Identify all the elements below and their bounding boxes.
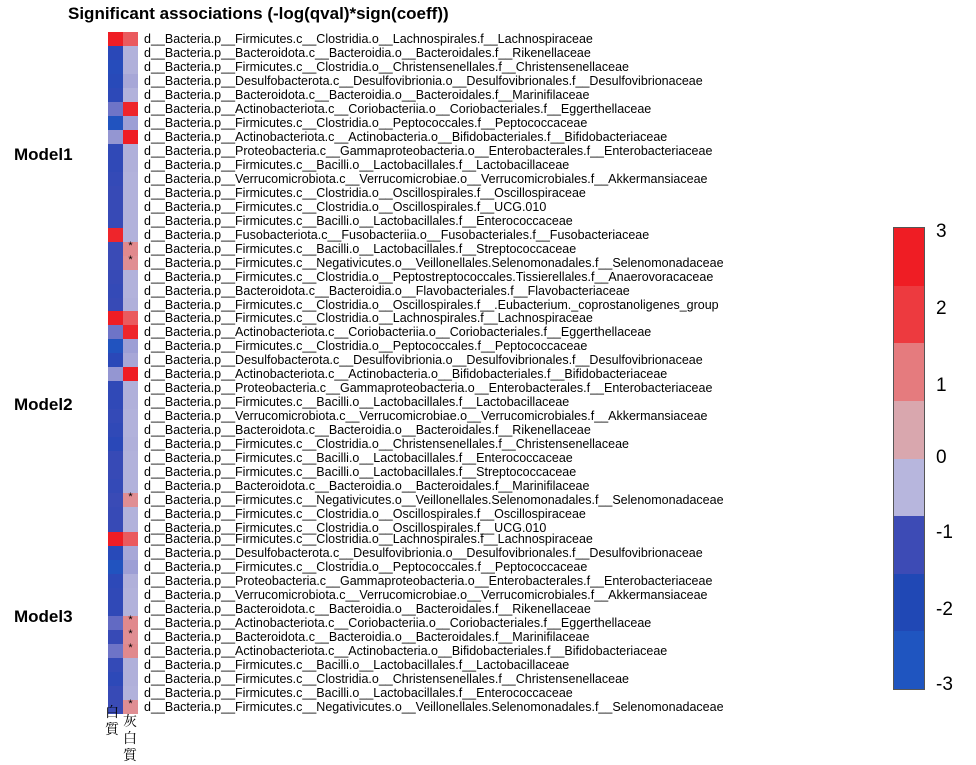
heatmap-row-label: d__Bacteria.p__Firmicutes.c__Clostridia.o__Oscillospirales.f__.Eubacterium._coprostanoligenes_group — [144, 298, 719, 312]
heatmap-row — [108, 298, 724, 312]
heatmap-row-label: d__Bacteria.p__Bacteroidota.c__Bacteroidia.o__Bacteroidales.f__Marinifilaceae — [144, 630, 590, 644]
heatmap-cell — [108, 367, 123, 381]
row-group-label-model3: Model3 — [14, 607, 73, 626]
heatmap-cell — [108, 144, 123, 158]
heatmap-cell — [123, 46, 138, 60]
heatmap-cell — [108, 325, 123, 339]
colorbar — [893, 227, 925, 690]
heatmap-row — [108, 284, 724, 298]
heatmap-row — [108, 686, 724, 700]
heatmap-row — [108, 630, 724, 644]
heatmap-cell — [123, 465, 138, 479]
heatmap-row-label: d__Bacteria.p__Firmicutes.c__Bacilli.o__Lactobacillales.f__Streptococcaceae — [144, 242, 577, 256]
heatmap-row — [108, 46, 724, 60]
heatmap-row — [108, 339, 724, 353]
heatmap-cell — [108, 602, 123, 616]
heatmap-row-label: d__Bacteria.p__Firmicutes.c__Clostridia.o__Peptococcales.f__Peptococcaceae — [144, 560, 588, 574]
heatmap-cell — [123, 270, 138, 284]
colorbar-tick-label: -1 — [936, 522, 953, 543]
heatmap-row-label: d__Bacteria.p__Firmicutes.c__Clostridia.o__Oscillospirales.f__Oscillospiraceae — [144, 507, 586, 521]
heatmap-cell — [108, 116, 123, 130]
heatmap-row-label: d__Bacteria.p__Bacteroidota.c__Bacteroidia.o__Bacteroidales.f__Rikenellaceae — [144, 602, 591, 616]
heatmap-cell — [123, 256, 138, 270]
heatmap-row — [108, 465, 724, 479]
heatmap-cell — [108, 493, 123, 507]
heatmap-cell — [108, 60, 123, 74]
heatmap-cell — [108, 465, 123, 479]
heatmap-cell — [108, 88, 123, 102]
heatmap-row — [108, 144, 724, 158]
colorbar-band — [894, 516, 924, 574]
heatmap-cell — [123, 546, 138, 560]
heatmap-cell — [123, 451, 138, 465]
colorbar-tick-label: -2 — [936, 599, 953, 620]
heatmap-row — [108, 270, 724, 284]
heatmap-row — [108, 658, 724, 672]
heatmap-row-label: d__Bacteria.p__Firmicutes.c__Clostridia.o__Christensenellales.f__Christensenellaceae — [144, 60, 629, 74]
heatmap-row-label: d__Bacteria.p__Proteobacteria.c__Gammaproteobacteria.o__Enterobacterales.f__Enterobacteriaceae — [144, 144, 713, 158]
heatmap-cell — [108, 479, 123, 493]
heatmap-row-label: d__Bacteria.p__Firmicutes.c__Negativicutes.o__Veillonellales.Selenomonadales.f__Selenomonadaceae — [144, 256, 724, 270]
heatmap-block-model3 — [108, 532, 724, 714]
heatmap-cell — [108, 395, 123, 409]
heatmap-row — [108, 532, 724, 546]
heatmap-cell — [108, 353, 123, 367]
heatmap-cell — [123, 437, 138, 451]
heatmap-row — [108, 423, 724, 437]
heatmap-row — [108, 700, 724, 714]
heatmap-cell — [108, 672, 123, 686]
heatmap-row — [108, 325, 724, 339]
heatmap-row-label: d__Bacteria.p__Fusobacteriota.c__Fusobacteriia.o__Fusobacteriales.f__Fusobacteriaceae — [144, 228, 650, 242]
heatmap-row-label: d__Bacteria.p__Firmicutes.c__Bacilli.o__Lactobacillales.f__Lactobacillaceae — [144, 395, 570, 409]
heatmap-row-label: d__Bacteria.p__Firmicutes.c__Clostridia.o__Lachnospirales.f__Lachnospiraceae — [144, 311, 593, 325]
heatmap-cell — [123, 158, 138, 172]
heatmap-cell — [123, 298, 138, 312]
colorbar-tick-label: 0 — [936, 447, 947, 468]
colorbar-band — [894, 401, 924, 459]
colorbar-band — [894, 574, 924, 632]
colorbar-band — [894, 459, 924, 517]
heatmap-cell — [123, 507, 138, 521]
column-label-gray-matter: 灰白質 — [123, 714, 137, 764]
heatmap-cell — [123, 172, 138, 186]
heatmap-cell — [123, 214, 138, 228]
heatmap-cell — [108, 228, 123, 242]
colorbar-tick-label: -3 — [936, 674, 953, 695]
heatmap-row — [108, 381, 724, 395]
heatmap-row — [108, 102, 724, 116]
heatmap-cell — [123, 381, 138, 395]
heatmap-cell — [123, 60, 138, 74]
heatmap-cell — [108, 298, 123, 312]
heatmap-cell — [108, 423, 123, 437]
heatmap-cell — [108, 507, 123, 521]
heatmap-cell — [123, 88, 138, 102]
heatmap-row — [108, 158, 724, 172]
heatmap-row-label: d__Bacteria.p__Firmicutes.c__Bacilli.o__Lactobacillales.f__Enterococcaceae — [144, 451, 573, 465]
heatmap-cell — [108, 311, 123, 325]
heatmap-row-label: d__Bacteria.p__Proteobacteria.c__Gammaproteobacteria.o__Enterobacterales.f__Enterobacteriaceae — [144, 574, 713, 588]
heatmap-row — [108, 546, 724, 560]
heatmap-cell — [108, 409, 123, 423]
heatmap-cell — [108, 339, 123, 353]
heatmap-block-model1 — [108, 32, 724, 312]
heatmap-cell — [108, 532, 123, 546]
heatmap-row — [108, 353, 724, 367]
heatmap-row — [108, 200, 724, 214]
heatmap-cell — [123, 74, 138, 88]
heatmap-row-label: d__Bacteria.p__Firmicutes.c__Negativicutes.o__Veillonellales.Selenomonadales.f__Selenomonadaceae — [144, 493, 724, 507]
heatmap-cell — [123, 658, 138, 672]
heatmap-row-label: d__Bacteria.p__Firmicutes.c__Clostridia.o__Peptococcales.f__Peptococcaceae — [144, 116, 588, 130]
heatmap-cell — [123, 116, 138, 130]
heatmap-cell — [108, 644, 123, 658]
heatmap-row-label: d__Bacteria.p__Firmicutes.c__Clostridia.o__Lachnospirales.f__Lachnospiraceae — [144, 532, 593, 546]
heatmap-cell — [108, 451, 123, 465]
heatmap-cell — [123, 672, 138, 686]
heatmap-row-label: d__Bacteria.p__Actinobacteriota.c__Coriobacteriia.o__Coriobacteriales.f__Eggerthellaceae — [144, 102, 652, 116]
heatmap-row-label: d__Bacteria.p__Bacteroidota.c__Bacteroidia.o__Flavobacteriales.f__Flavobacteriaceae — [144, 284, 630, 298]
heatmap-row-label: d__Bacteria.p__Desulfobacterota.c__Desulfovibrionia.o__Desulfovibrionales.f__Desulfovibrionaceae — [144, 546, 703, 560]
heatmap-row — [108, 602, 724, 616]
heatmap-row — [108, 588, 724, 602]
heatmap-row-label: d__Bacteria.p__Actinobacteriota.c__Coriobacteriia.o__Coriobacteriales.f__Eggerthellaceae — [144, 325, 652, 339]
heatmap-row — [108, 616, 724, 630]
heatmap-row-label: d__Bacteria.p__Firmicutes.c__Clostridia.o__Peptostreptococcales.Tissierellales.f__Anaerovoracaceae — [144, 270, 714, 284]
heatmap-row — [108, 507, 724, 521]
heatmap-row-label: d__Bacteria.p__Firmicutes.c__Clostridia.o__Oscillospirales.f__UCG.010 — [144, 521, 547, 535]
heatmap-cell — [123, 200, 138, 214]
heatmap-row-label: d__Bacteria.p__Firmicutes.c__Clostridia.o__Lachnospirales.f__Lachnospiraceae — [144, 32, 593, 46]
heatmap-row-label: d__Bacteria.p__Firmicutes.c__Clostridia.o__Oscillospirales.f__UCG.010 — [144, 200, 547, 214]
heatmap-cell — [108, 130, 123, 144]
heatmap-cell — [123, 130, 138, 144]
heatmap-cell — [108, 74, 123, 88]
heatmap-row-label: d__Bacteria.p__Desulfobacterota.c__Desulfovibrionia.o__Desulfovibrionales.f__Desulfovibrionaceae — [144, 353, 703, 367]
heatmap-cell — [123, 423, 138, 437]
heatmap-row — [108, 214, 724, 228]
heatmap-row — [108, 242, 724, 256]
heatmap-row — [108, 60, 724, 74]
heatmap-row — [108, 186, 724, 200]
heatmap-row-label: d__Bacteria.p__Actinobacteriota.c__Actinobacteria.o__Bifidobacteriales.f__Bifidobacteriaceae — [144, 130, 668, 144]
heatmap-row-label: d__Bacteria.p__Bacteroidota.c__Bacteroidia.o__Bacteroidales.f__Rikenellaceae — [144, 423, 591, 437]
heatmap-cell — [123, 560, 138, 574]
heatmap-cell — [108, 437, 123, 451]
colorbar-tick-label: 1 — [936, 375, 947, 396]
heatmap-row-label: d__Bacteria.p__Bacteroidota.c__Bacteroidia.o__Bacteroidales.f__Marinifilaceae — [144, 88, 590, 102]
heatmap-row-label: d__Bacteria.p__Bacteroidota.c__Bacteroidia.o__Bacteroidales.f__Rikenellaceae — [144, 46, 591, 60]
heatmap-cell — [123, 395, 138, 409]
heatmap-cell — [123, 409, 138, 423]
row-group-label-model1: Model1 — [14, 145, 73, 164]
heatmap-cell — [123, 102, 138, 116]
heatmap-row-label: d__Bacteria.p__Desulfobacterota.c__Desulfovibrionia.o__Desulfovibrionales.f__Desulfovibrionaceae — [144, 74, 703, 88]
heatmap-cell — [108, 102, 123, 116]
colorbar-band — [894, 286, 924, 344]
heatmap-cell — [123, 284, 138, 298]
heatmap-row — [108, 672, 724, 686]
heatmap-cell — [108, 256, 123, 270]
heatmap-row — [108, 367, 724, 381]
heatmap-cell — [108, 200, 123, 214]
colorbar-band — [894, 631, 924, 689]
heatmap-cell — [108, 381, 123, 395]
heatmap-cell — [108, 616, 123, 630]
colorbar-band — [894, 228, 924, 286]
colorbar-tick-label: 2 — [936, 298, 947, 319]
heatmap-cell — [123, 493, 138, 507]
colorbar-band — [894, 343, 924, 401]
heatmap-block-model2 — [108, 311, 724, 535]
heatmap-row — [108, 451, 724, 465]
heatmap-row-label: d__Bacteria.p__Verrucomicrobiota.c__Verrucomicrobiae.o__Verrucomicrobiales.f__Akkermansiaceae — [144, 588, 708, 602]
heatmap-row-label: d__Bacteria.p__Firmicutes.c__Clostridia.o__Peptococcales.f__Peptococcaceae — [144, 339, 588, 353]
heatmap-cell — [123, 186, 138, 200]
heatmap-row-label: d__Bacteria.p__Bacteroidota.c__Bacteroidia.o__Bacteroidales.f__Marinifilaceae — [144, 479, 590, 493]
heatmap-row — [108, 256, 724, 270]
heatmap-cell — [108, 46, 123, 60]
heatmap-cell — [108, 546, 123, 560]
heatmap-row — [108, 437, 724, 451]
colorbar-tick-label: 3 — [936, 221, 947, 242]
heatmap-row — [108, 130, 724, 144]
heatmap-cell — [108, 270, 123, 284]
column-label-white-matter: 白質 — [105, 705, 119, 738]
heatmap-cell — [123, 32, 138, 46]
heatmap-cell — [123, 644, 138, 658]
heatmap-cell — [108, 284, 123, 298]
heatmap-cell — [123, 144, 138, 158]
heatmap-row — [108, 574, 724, 588]
heatmap-row-label: d__Bacteria.p__Verrucomicrobiota.c__Verrucomicrobiae.o__Verrucomicrobiales.f__Akkermansiaceae — [144, 409, 708, 423]
page-title: Significant associations (-log(qval)*sign(coeff)) — [68, 4, 449, 23]
heatmap-row-label: d__Bacteria.p__Firmicutes.c__Bacilli.o__Lactobacillales.f__Enterococcaceae — [144, 214, 573, 228]
heatmap-row-label: d__Bacteria.p__Firmicutes.c__Negativicutes.o__Veillonellales.Selenomonadales.f__Selenomonadaceae — [144, 700, 724, 714]
heatmap-row-label: d__Bacteria.p__Firmicutes.c__Bacilli.o__Lactobacillales.f__Streptococcaceae — [144, 465, 577, 479]
heatmap-cell — [108, 186, 123, 200]
row-group-label-model2: Model2 — [14, 395, 73, 414]
heatmap-cell — [123, 700, 138, 714]
heatmap-row-label: d__Bacteria.p__Actinobacteriota.c__Coriobacteriia.o__Coriobacteriales.f__Eggerthellaceae — [144, 616, 652, 630]
heatmap-row — [108, 88, 724, 102]
heatmap-cell — [108, 158, 123, 172]
heatmap-cell — [123, 574, 138, 588]
heatmap-cell — [123, 353, 138, 367]
heatmap-row — [108, 560, 724, 574]
heatmap-cell — [108, 242, 123, 256]
heatmap-row — [108, 172, 724, 186]
heatmap-cell — [123, 339, 138, 353]
heatmap-row-label: d__Bacteria.p__Firmicutes.c__Clostridia.o__Oscillospirales.f__Oscillospiraceae — [144, 186, 586, 200]
heatmap-cell — [108, 574, 123, 588]
heatmap-cell — [108, 658, 123, 672]
heatmap-row — [108, 311, 724, 325]
heatmap-cell — [108, 588, 123, 602]
heatmap-cell — [108, 214, 123, 228]
heatmap-row — [108, 228, 724, 242]
heatmap-row — [108, 74, 724, 88]
heatmap-cell — [108, 32, 123, 46]
heatmap-row — [108, 479, 724, 493]
heatmap-row — [108, 32, 724, 46]
heatmap-cell — [123, 325, 138, 339]
heatmap-cell — [108, 630, 123, 644]
heatmap-row-label: d__Bacteria.p__Firmicutes.c__Bacilli.o__Lactobacillales.f__Lactobacillaceae — [144, 658, 570, 672]
heatmap-cell — [123, 588, 138, 602]
heatmap-row — [108, 395, 724, 409]
heatmap-row — [108, 493, 724, 507]
heatmap-cell — [123, 367, 138, 381]
heatmap-row-label: d__Bacteria.p__Actinobacteriota.c__Actinobacteria.o__Bifidobacteriales.f__Bifidobacteriaceae — [144, 644, 668, 658]
heatmap-cell — [108, 560, 123, 574]
heatmap-cell — [108, 172, 123, 186]
heatmap-row-label: d__Bacteria.p__Firmicutes.c__Bacilli.o__Lactobacillales.f__Enterococcaceae — [144, 686, 573, 700]
heatmap-row-label: d__Bacteria.p__Firmicutes.c__Clostridia.o__Christensenellales.f__Christensenellaceae — [144, 437, 629, 451]
heatmap-row-label: d__Bacteria.p__Firmicutes.c__Bacilli.o__Lactobacillales.f__Lactobacillaceae — [144, 158, 570, 172]
heatmap-cell — [108, 686, 123, 700]
heatmap-cell — [123, 311, 138, 325]
heatmap-row — [108, 116, 724, 130]
heatmap-row-label: d__Bacteria.p__Proteobacteria.c__Gammaproteobacteria.o__Enterobacterales.f__Enterobacteriaceae — [144, 381, 713, 395]
heatmap-row-label: d__Bacteria.p__Actinobacteriota.c__Actinobacteria.o__Bifidobacteriales.f__Bifidobacteriaceae — [144, 367, 668, 381]
heatmap-row — [108, 644, 724, 658]
heatmap-cell — [123, 532, 138, 546]
heatmap-row-label: d__Bacteria.p__Verrucomicrobiota.c__Verrucomicrobiae.o__Verrucomicrobiales.f__Akkermansiaceae — [144, 172, 708, 186]
heatmap-row — [108, 409, 724, 423]
heatmap-row-label: d__Bacteria.p__Firmicutes.c__Clostridia.o__Christensenellales.f__Christensenellaceae — [144, 672, 629, 686]
